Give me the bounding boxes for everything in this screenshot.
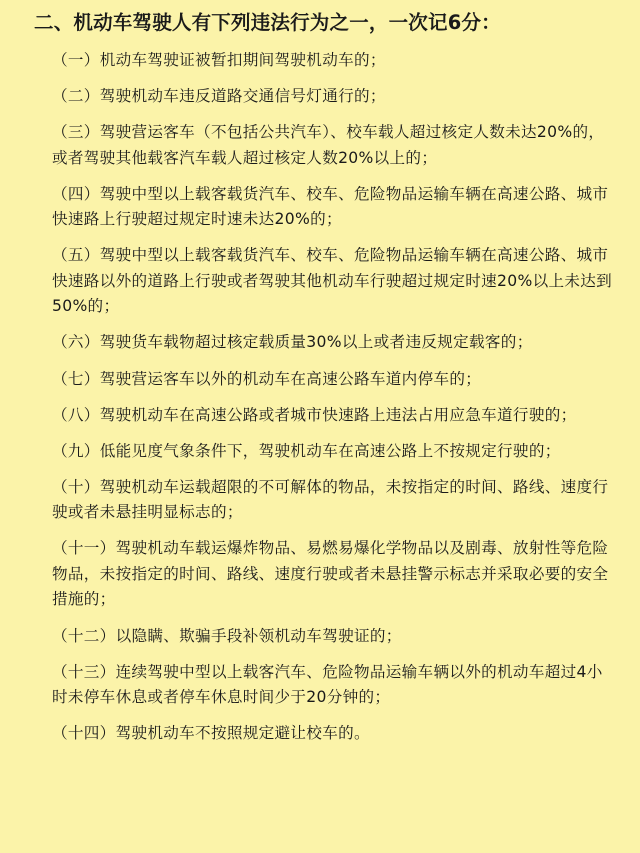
list-item [52,182,618,233]
list-item [52,660,618,711]
list-item [52,367,618,393]
item-text: 机动车驾驶证被暂扣期间驾驶机动车的； [99,51,386,69]
item-text: 驾驶机动车违反道路交通信号灯通行的； [99,87,386,106]
item-text: 驾驶机动车在高速公路或者城市快速路上违法占用应急车道行驶的； [99,405,577,424]
item-marker: （十） [52,477,100,496]
item-text: 以隐瞒、欺骗手段补领机动车驾驶证的； [115,626,402,645]
item-marker: （一） [52,51,100,69]
item-text: 驾驶营运客车（不包括公共汽车）、校车载人超过核定人数未达20%的，或者驾驶其他载客汽车载人超过核定人数20%以上的； [52,123,605,167]
item-marker: （六） [52,333,100,352]
item-marker: （十一） [52,539,116,558]
item-marker: （十二） [52,626,116,645]
item-marker: （十四） [52,724,116,743]
item-text: 驾驶机动车运载超限的不可解体的物品，未按指定的时间、路线、速度行驶或者未悬挂明显标志的； [52,477,609,522]
list-item [52,536,618,613]
list-item [52,624,618,650]
list-item [52,120,618,171]
item-marker: （三） [52,123,100,142]
item-marker: （八） [52,405,100,424]
list-item [52,84,618,110]
list-item [52,48,618,74]
item-marker: （五） [52,246,100,265]
violation-list [52,48,618,747]
item-marker: （七） [52,369,100,388]
item-marker: （十三） [52,662,116,681]
list-item [52,439,618,465]
list-item [52,403,618,429]
item-marker: （四） [52,184,100,203]
item-text: 驾驶营运客车以外的机动车在高速公路车道内停车的； [99,369,482,388]
list-item [52,330,618,356]
item-text: 驾驶中型以上载客载货汽车、校车、危险物品运输车辆在高速公路、城市快速路以外的道路上行驶或者驾驶其他机动车行驶超过规定时速20%以上未达到50%的； [52,246,613,316]
item-text: 连续驾驶中型以上载客汽车、危险物品运输车辆以外的机动车超过4小时未停车休息或者停车休息时间少于20分钟的； [52,662,603,707]
list-item [52,243,618,320]
item-text: 驾驶机动车不按照规定避让校车的。 [115,724,370,743]
item-marker: （二） [52,87,100,106]
item-text: 低能见度气象条件下，驾驶机动车在高速公路上不按规定行驶的； [99,441,561,460]
item-text: 驾驶机动车载运爆炸物品、易燃易爆化学物品以及剧毒、放射性等危险物品，未按指定的时间、路线、速度行驶或者未悬挂警示标志并采取必要的安全措施的； [52,539,609,609]
list-item [52,721,618,747]
item-text: 驾驶货车载物超过核定载质量30%以上或者违反规定载客的； [99,333,533,352]
item-marker: （九） [52,441,100,460]
item-text: 驾驶中型以上载客载货汽车、校车、危险物品运输车辆在高速公路、城市快速路上行驶超过规定时速未达20%的； [52,184,609,229]
section-heading: 二、机动车驾驶人有下列违法行为之一，一次记6分： [34,11,501,34]
list-item [52,475,618,526]
